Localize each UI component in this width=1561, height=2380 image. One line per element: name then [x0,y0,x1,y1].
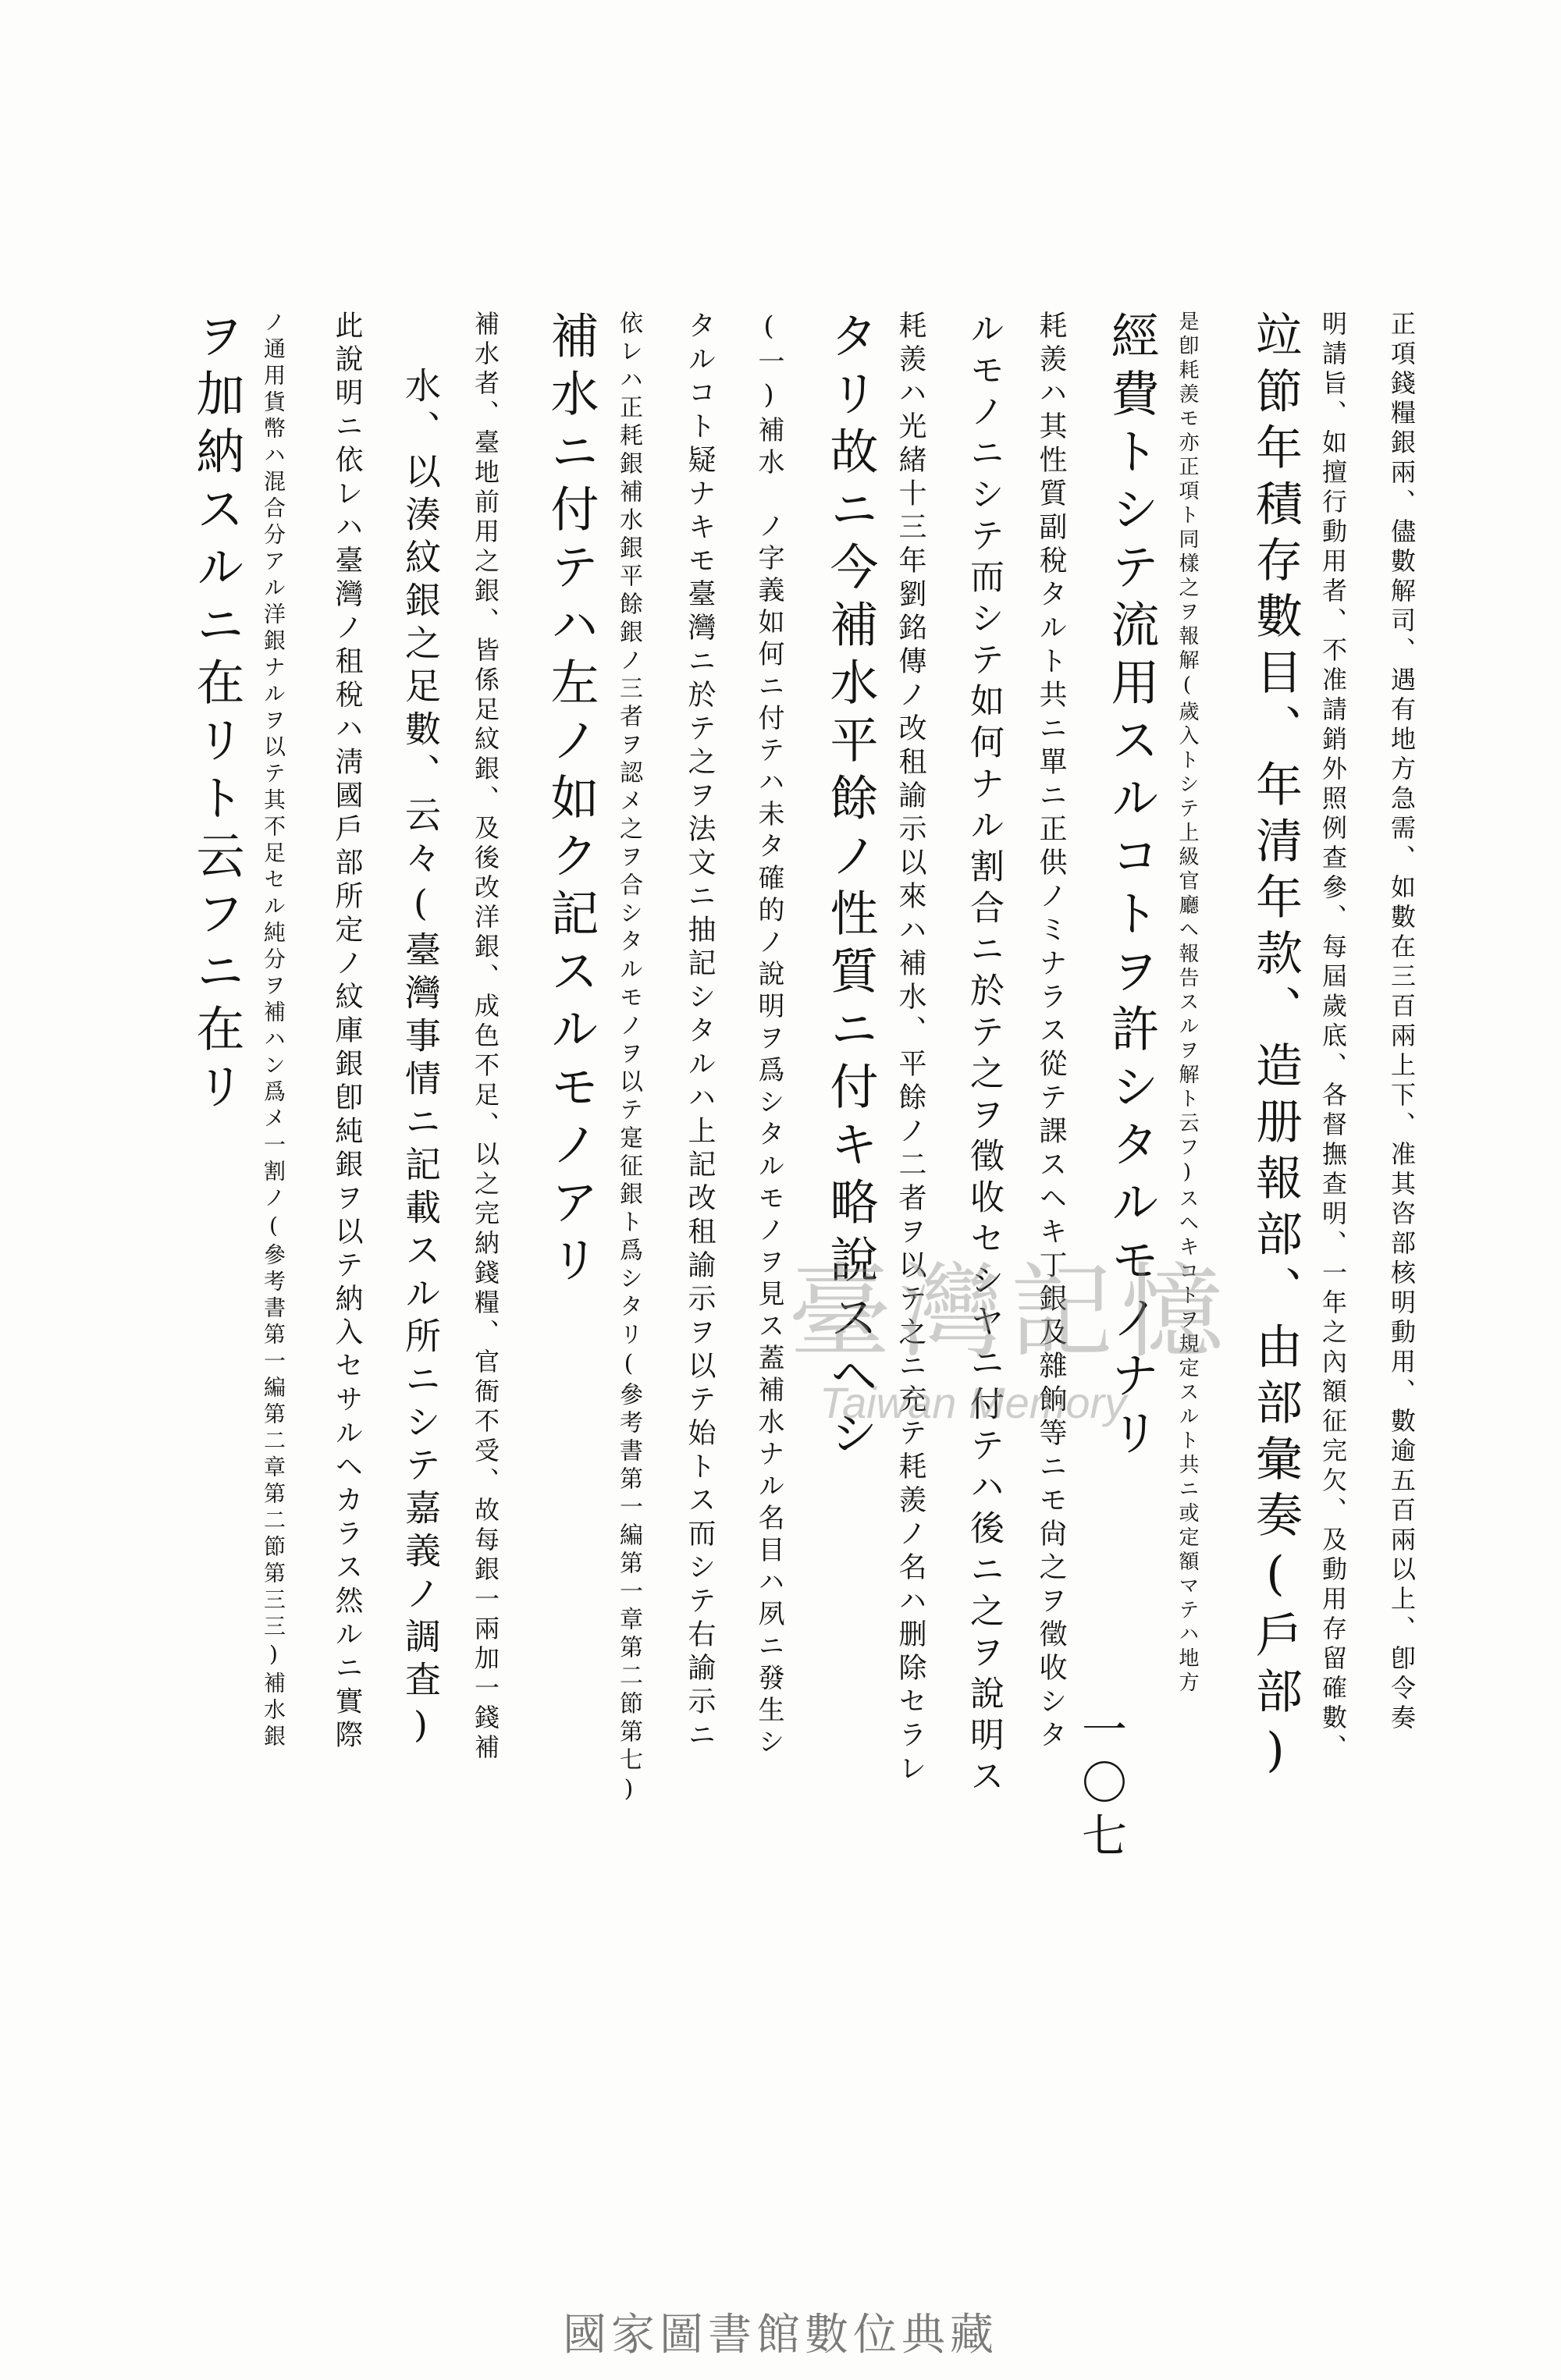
text-column: 是卽耗羨モ亦正項ト同樣之ヲ報解(歲入トシテ上級官廳ヘ報告スルヲ解ト云フ)スヘキコトヲ規定スルト共ニ或定額マテハ地方 [1175,311,1199,1696]
text-column: 補水ニ付テハ左ノ如ク記スルモノアリ [542,311,599,1292]
footer-credit: 國家圖書館數位典藏 [563,2310,998,2360]
text-column: 補水者、臺地前用之銀、皆係足紋銀、及後改洋銀、成色不足、以之完納錢糧、官衙不受、故每銀一兩加一錢補 [471,311,500,1764]
text-column: 經費トシテ流用スルコトヲ許シタルモノナリ [1103,311,1160,1465]
text-column: タリ故ニ今補水平餘ノ性質ニ付キ略說スヘシ [822,311,879,1465]
text-column: 竝節年積存數目、年清年款、造册報部、由部彙奏(戶部) [1248,311,1303,1787]
text-column: 此說明ニ依レハ臺灣ノ租稅ハ淸國戶部所定ノ紋庫銀卽純銀ヲ以テ納入セサルヘカラス然ルニ實際 [331,311,363,1753]
text-column: ルモノニシテ而シテ如何ナル割合ニ於テ之ヲ徵收セシヤニ付テハ後ニ之ヲ說明ス [964,311,1004,1799]
text-column: 依レハ正耗銀補水銀平餘銀ノ三者ヲ認メ之ヲ合シタルモノヲ以テ寔征銀ト爲シタリ(參考書第一編第一章第二節第七) [615,311,642,1807]
text-column: (一)補水 ノ字義如何ニ付テハ未タ確的ノ說明ヲ爲シタルモノヲ見ス蓋補水ナル名目ハ夙ニ發生シ [753,311,784,1760]
text-column: ノ通用貨幣ハ混合分アル洋銀ナルヲ以テ其不足セル純分ヲ補ハン爲メ一割ノ(參考書第一編第二章第二節第三三)補水銀 [261,311,286,1751]
watermark-english: Taiwan Memory [820,1378,1127,1427]
watermark-chinese: 臺灣記憶 [788,1252,1232,1373]
text-column: 耗羨ハ其性質副稅タルト共ニ單ニ正供ノミナラス從テ課スヘキ丁銀及雜餉等ニモ尙之ヲ徵收シタ [1035,311,1067,1753]
text-column: 明請旨、如擅行動用者、不准請銷外照例查參、每屆歲底、各督撫查明、一年之內額征完欠、及動用存留確數、 [1318,311,1348,1764]
text-column: ヲ加納スルニ在リト云フニ在リ [188,311,245,1119]
text-column: タルコト疑ナキモ臺灣ニ於テ之ヲ法文ニ抽記シタルハ上記改租諭示ヲ以テ始トス而シテ右諭示ニ [684,311,716,1753]
text-column: 水、以湊紋銀之足數、云々(臺灣事情ニ記載スル所ニシテ嘉義ノ調査) [400,367,442,1753]
text-column: 耗羨ハ光緒十三年劉銘傳ノ改租諭示以來ハ補水、平餘ノ二者ヲ以テ之ニ充テ耗羨ノ名ハ删除セラレ [894,311,926,1787]
page-number: 一〇七 [1074,1706,1127,1865]
text-column: 正項錢糧銀兩、儘數解司、遇有地方急需、如數在三百兩上下、准其咨部核明動用、數逾五百兩以上、卽令奏 [1387,311,1417,1734]
